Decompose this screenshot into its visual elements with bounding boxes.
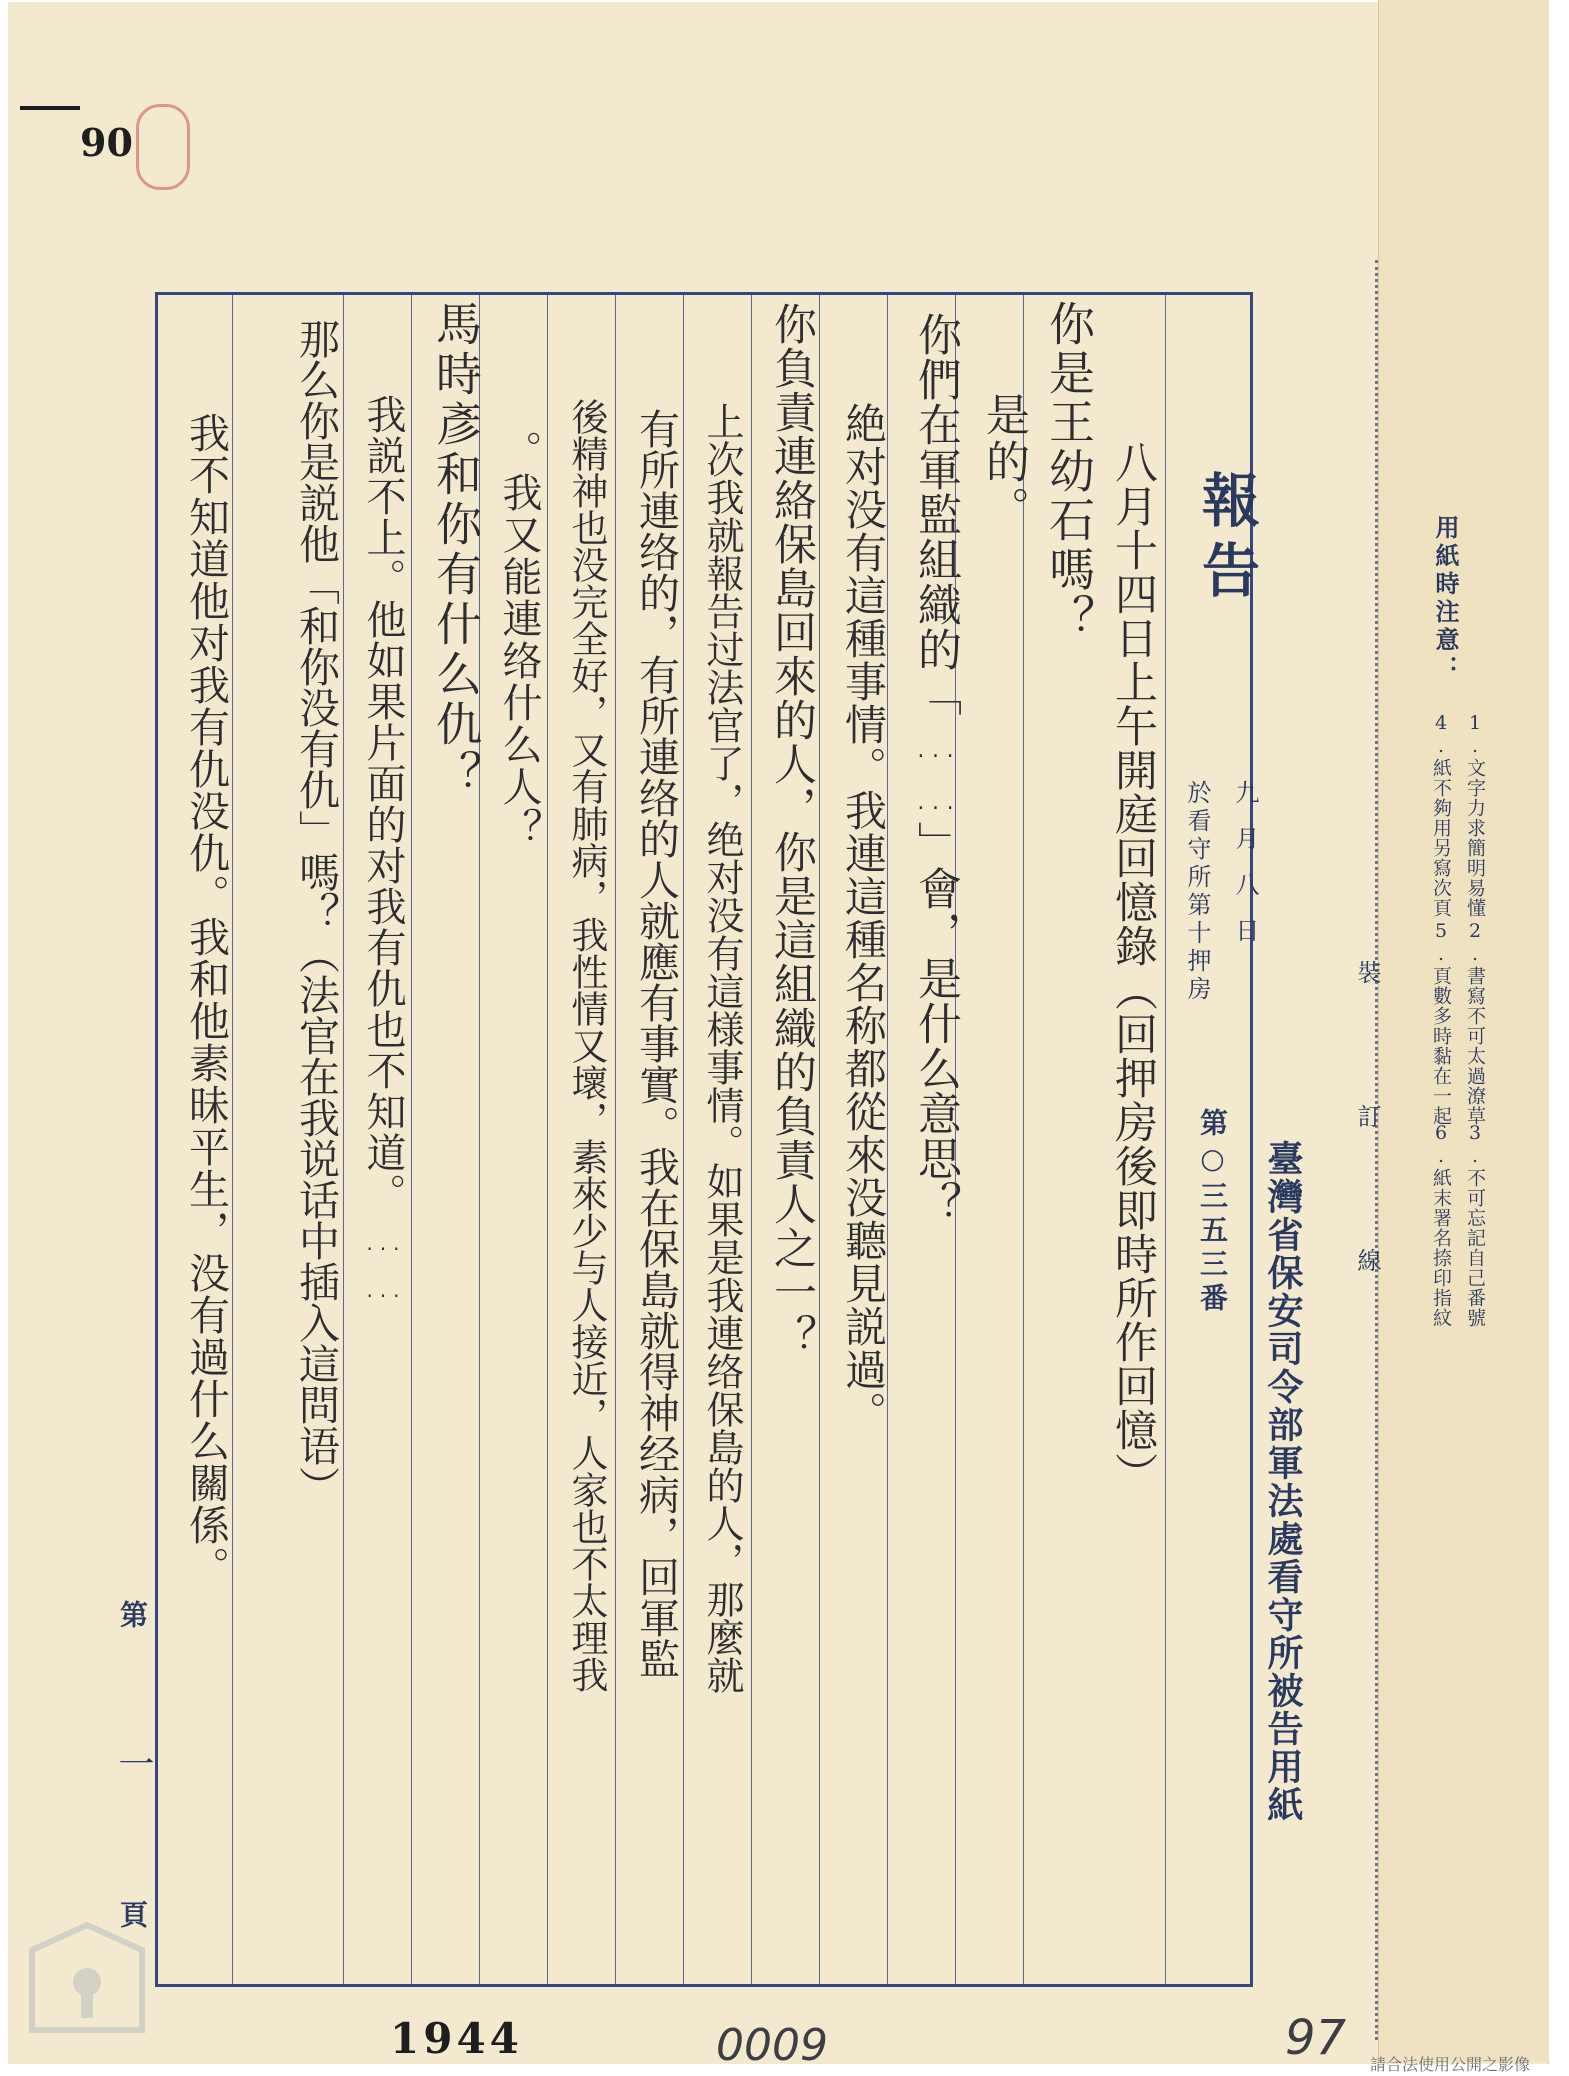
issuer-name: 臺灣省保安司令部軍法處看守所被告用紙 [1262,1140,1304,1824]
note-item: 6.紙末署名捺印指紋 [1430,1122,1452,1328]
usage-notice: 請合法使用公開之影像 [1370,2055,1531,2074]
note-item: 1.文字力求簡明易懂 [1464,712,1486,918]
text-line: 你是王幼石嗎？ [1042,300,1096,643]
note-item: 5.頁數多時黏在一起 [1430,920,1452,1126]
corner-mark [20,106,80,110]
text-line: 上次我就報告过法官了，绝对没有這様事情。如果是我連络保島的人，那麼就 [700,402,744,1694]
notes-heading: 用紙時注意： [1431,515,1460,683]
text-line: 有所連络的，有所連络的人就應有事實。我在保島就得神经病，回軍監 [632,408,680,1679]
text-line: 後精神也没完全好，又有肺病，我性情又壞，素來少与人接近，人家也不太理我 [565,398,608,1693]
archive-number: 1944 [390,2014,523,2063]
text-line: 我不知道他对我有仇没仇。我和他素昧平生，没有過什么關係。 [182,412,230,1588]
text-line: 是的。 [978,392,1029,533]
column-rule [1165,295,1166,1984]
page-label-first: 第 [116,1600,149,1628]
text-line: 你負責連絡保島回來的人，你是這組織的負責人之一？ [767,302,817,1358]
text-line: 絶对没有這種事情。我連這種名称都從來没聽見説過。 [839,402,888,1434]
pencil-number-right: 97 [1285,2010,1347,2066]
text-line: 馬時彥和你有什么仇？ [429,300,483,800]
serial-number: 第○三五三番 [1196,1108,1229,1317]
column-rule [751,295,752,1984]
header-date: 九月八日 [1231,780,1259,964]
stamp-number: 90 [80,120,133,165]
text-line: 我説不上。他如果片面的对我有仇也不知道。…… [360,394,406,1308]
text-line: 八月十四日上午開庭回憶錄（回押房後即時所作回憶） [1108,440,1158,1496]
column-rule [615,295,616,1984]
pencil-number-left: 0009 [716,2020,828,2071]
page-number: 一 [113,1745,154,1781]
note-item: 3.不可忘記自己番號 [1464,1122,1486,1328]
text-line: 。我又能連络什么人？ [496,430,542,850]
note-item: 2.書寫不可太過潦草 [1464,920,1486,1126]
binding-line-label: 裝 訂 線 [1353,960,1381,1320]
text-line: 那么你是説他「和你没有仇」嗎？（法官在我说话中插入這問语） [292,318,340,1507]
cell-location: 於看守所第十押房 [1183,780,1211,1004]
archive-watermark-logo [22,1910,152,2040]
red-seal-stamp [136,104,190,190]
column-rule [1023,295,1024,1984]
page-label-last: 頁 [116,1900,149,1928]
text-line: 你們在軍監組織的「……」會，是什么意思？ [910,312,961,1226]
note-item: 4.紙不夠用另寫次頁 [1430,712,1452,918]
report-title: 報告 [1192,470,1260,610]
